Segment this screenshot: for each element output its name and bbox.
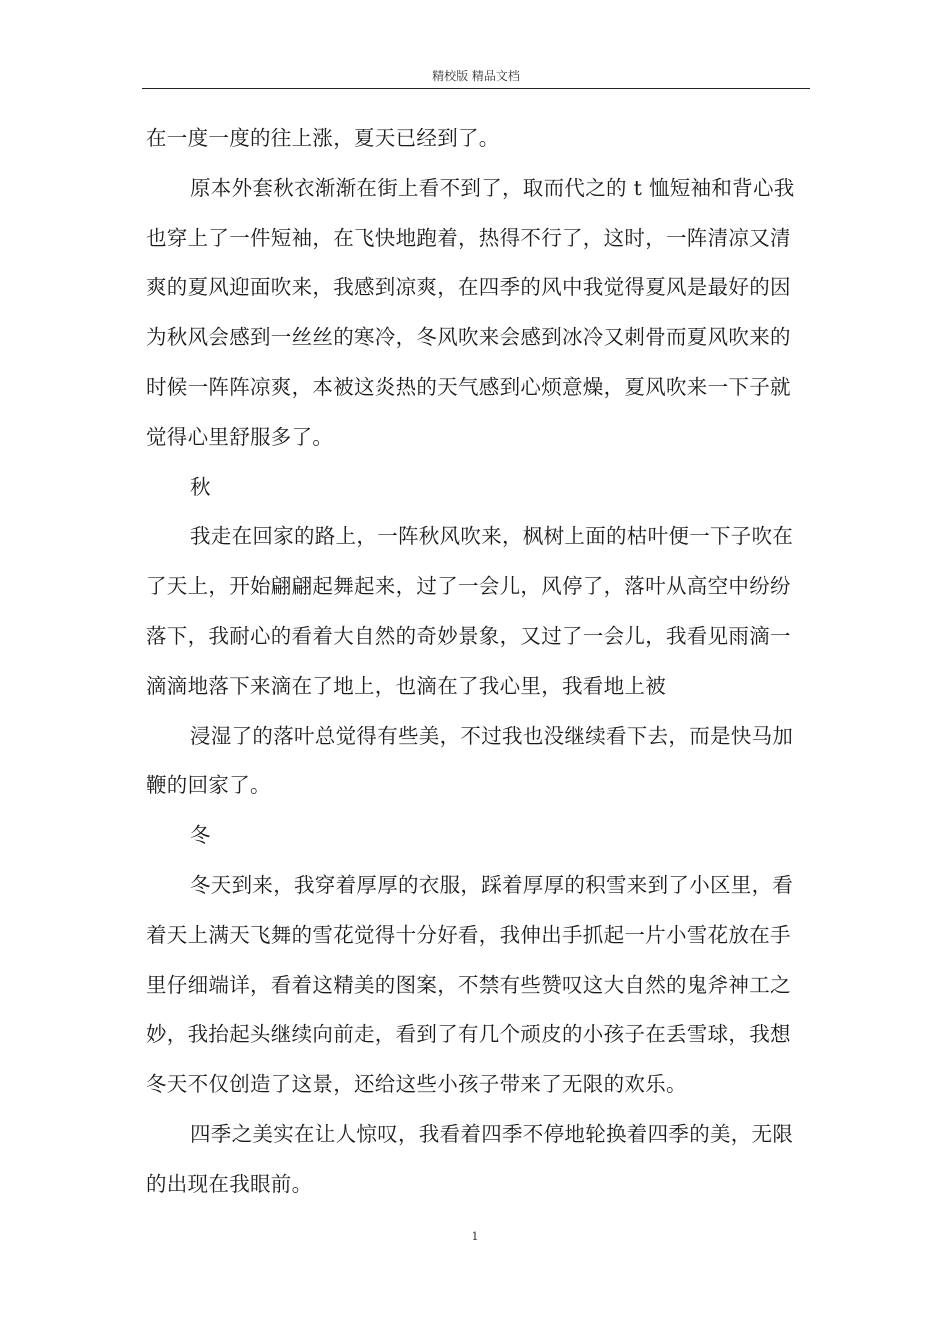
paragraph: 浸湿了的落叶总觉得有些美，不过我也没继续看下去，而是快马加鞭的回家了。 (146, 723, 794, 798)
page-number: 1 (471, 1230, 479, 1243)
page-header (142, 66, 810, 89)
section-heading-autumn: 秋 (190, 474, 211, 499)
paragraph: 我走在回家的路上，一阵秋风吹来，枫树上面的枯叶便一下子吹在了天上，开始翩翩起舞起来，过了一会儿，风停了，落叶从高空中纷纷落下，我耐心的看着大自然的奇妙景象，又过了一会儿，我看见雨滴一滴滴地落下来滴在了地上，也滴在了我心里，我看地上被 (146, 524, 794, 698)
paragraph: 原本外套秋衣渐渐在街上看不到了，取而代之的 t 恤短袖和背心我也穿上了一件短袖，在飞快地跑着，热得不行了，这时，一阵清凉又清爽的夏风迎面吹来，我感到凉爽，在四季的风中我觉得夏风是最好的因为秋风会感到一丝丝的寒冷，冬风吹来会感到冰冷又刺骨而夏风吹来的时候一阵阵凉爽，本被这炎热的天气感到心烦意燥，夏风吹来一下子就觉得心里舒服多了。 (146, 175, 795, 449)
paragraph: 冬天到来，我穿着厚厚的衣服，踩着厚厚的积雪来到了小区里，看着天上满天飞舞的雪花觉得十分好看，我伸出手抓起一片小雪花放在手里仔细端详，看着这精美的图案，不禁有些赞叹这大自然的鬼斧神工之妙，我抬起头继续向前走，看到了有几个顽皮的小孩子在丢雪球，我想冬天不仅创造了这景，还给这些小孩子带来了无限的欢乐。 (146, 872, 794, 1097)
paragraph: 在一度一度的往上涨，夏天已经到了。 (146, 126, 500, 150)
page-footer (0, 1230, 950, 1243)
paragraph: 四季之美实在让人惊叹，我看着四季不停地轮换着四季的美，无限的出现在我眼前。 (146, 1121, 794, 1196)
section-heading-winter: 冬 (190, 823, 211, 848)
header-title: 精校版 精品文档 (432, 69, 520, 83)
document-body (146, 114, 810, 1210)
